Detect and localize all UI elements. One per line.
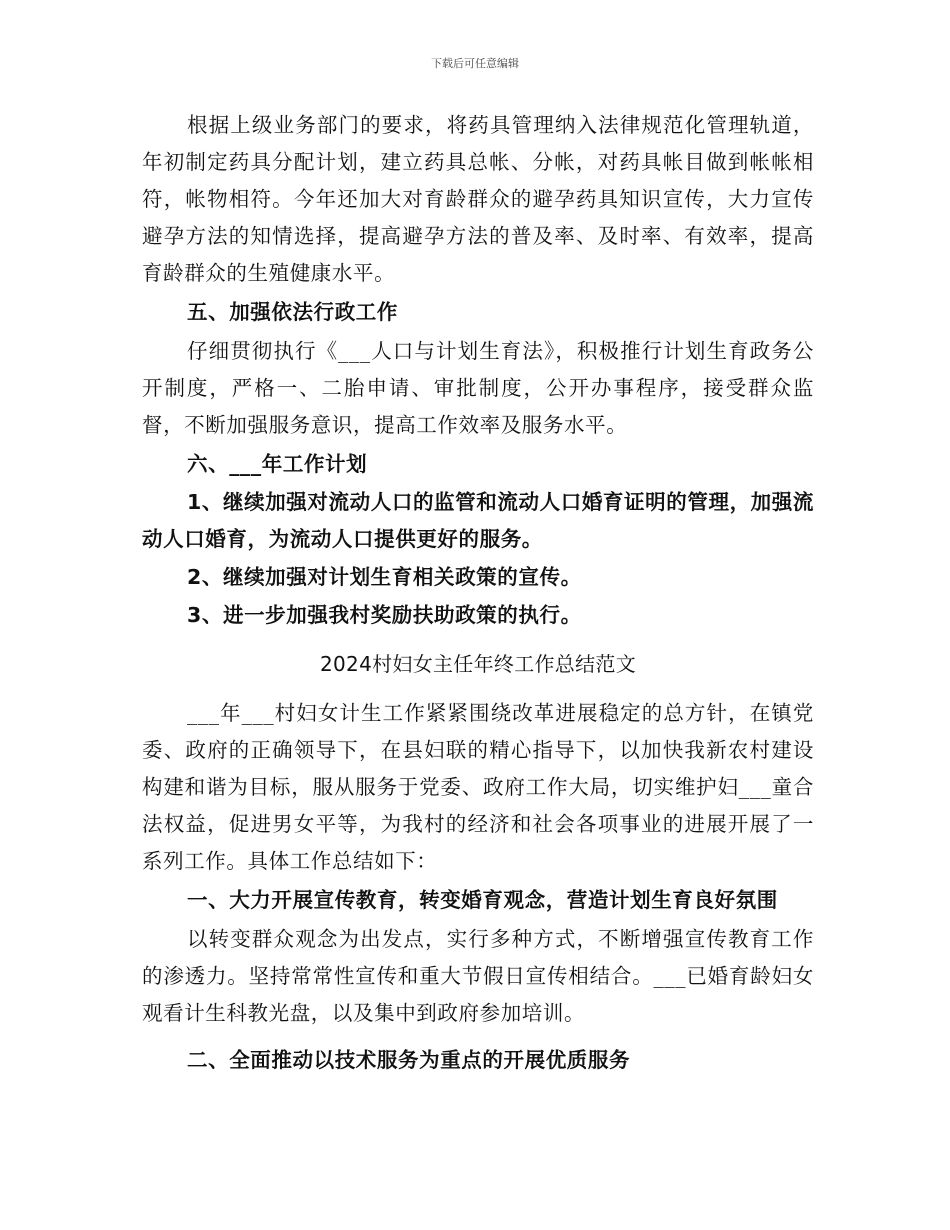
paragraph-law-enforcement: 仔细贯彻执行《___人口与计划生育法》，积极推行计划生育政务公开制度，严格一、二胎申请、审批制度，公开办事程序，接受群众监督，不断加强服务意识，提高工作效率及服务水平。 — [142, 339, 814, 437]
section-heading-2: 二、全面推动以技术服务为重点的开展优质服务 — [187, 1048, 631, 1072]
document-title: 2024村妇女主任年终工作总结范文 — [320, 652, 636, 676]
plan-item-2: 2、继续加强对计划生育相关政策的宣传。 — [187, 565, 582, 589]
plan-item-1: 1、继续加强对流动人口的监管和流动人口婚育证明的管理，加强流动人口婚育，为流动人口提供更好的服务。 — [142, 490, 814, 551]
section-heading-5: 五、加强依法行政工作 — [187, 300, 398, 324]
document-body — [142, 107, 814, 1079]
paragraph-intro: ___年___村妇女计生工作紧紧围绕改革进展稳定的总方针，在镇党委、政府的正确领导下，在县妇联的精心指导下，以加快我新农村建设构建和谐为目标，服从服务于党委、政府工作大局，切实维护妇___童合法权益，促进男女平等，为我村的经济和社会各项事业的进展开展了一系列工作。具体工作总结如下： — [142, 701, 814, 873]
paragraph-publicity: 以转变群众观念为出发点，实行多种方式，不断增强宣传教育工作的渗透力。坚持常常性宣传和重大节假日宣传相结合。___已婚育龄妇女观看计生科教光盘，以及集中到政府参加培训。 — [142, 927, 814, 1025]
header-note: 下载后可任意编辑 — [431, 57, 519, 70]
section-heading-1: 一、大力开展宣传教育，转变婚育观念，营造计划生育良好氛围 — [187, 888, 778, 912]
section-heading-6: 六、___年工作计划 — [187, 452, 368, 476]
plan-item-3: 3、进一步加强我村奖励扶助政策的执行。 — [187, 603, 582, 627]
paragraph-contraceptive-management: 根据上级业务部门的要求，将药具管理纳入法律规范化管理轨道，年初制定药具分配计划，建立药具总帐、分帐，对药具帐目做到帐帐相符，帐物相符。今年还加大对育龄群众的避孕药具知识宣传，大力宣传避孕方法的知情选择，提高避孕方法的普及率、及时率、有效率，提高育龄群众的生殖健康水平。 — [142, 113, 814, 285]
